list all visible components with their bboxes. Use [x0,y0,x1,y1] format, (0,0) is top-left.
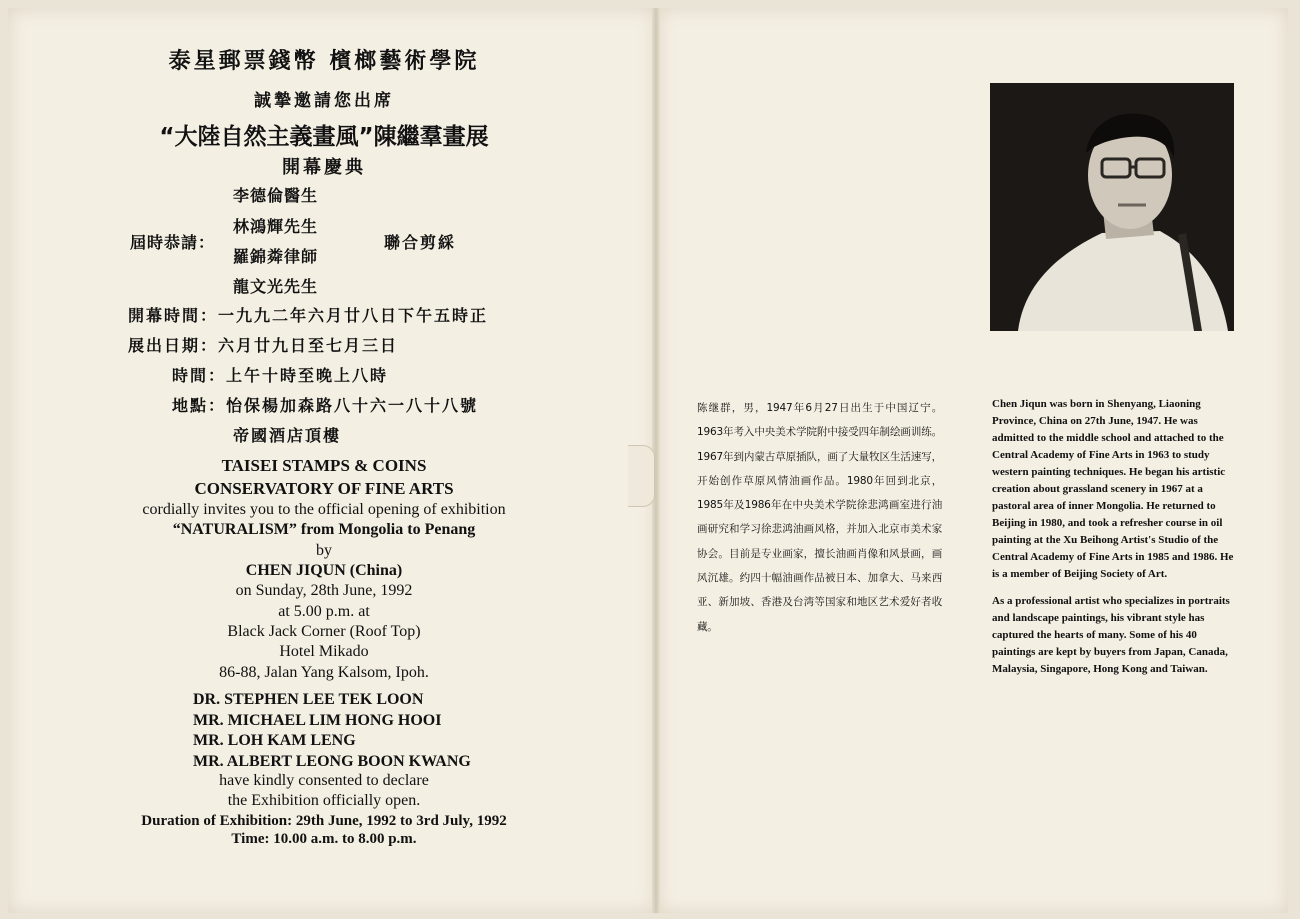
cn-ribbon: 聯合剪綵 [384,233,457,252]
en-exhibition-title: “NATURALISM” from Mongolia to Penang [172,521,476,538]
cn-exhibition-title: “大陸自然主義畫風”陳繼羣畫展 [159,124,489,150]
en-official: MR. LOH KAM LENG [193,732,356,749]
en-date: on Sunday, 28th June, 1992 [235,582,413,599]
cn-opening-time: 開幕時間：一九九二年六月廿八日下午五時正 [128,306,489,325]
en-hours: Time: 10.00 a.m. to 8.00 p.m. [231,831,417,847]
en-consent2: the Exhibition officially open. [227,792,421,809]
bio-chinese: 陈继群，男，1947年6月27日出生于中国辽宁。1963年考入中央美术学院附中接受四年制绘画训练。1967年到内蒙古草原插队，画了大量牧区生活速写，开始创作草原风情油画作品。1980年回到北京，1985年及1986年在中央美术学院徐悲鸿画室进行油画研究和学习徐悲鸿油画风格，并加入北京市美术家协会。目前是专业画家，擅长油画肖像和风景画，画风沉雄。约四十幅油画作品被日本、加拿大、马来西亚、新加坡、香港及台湾等国家和地区艺术爱好者收藏。 [697,402,942,633]
cn-officials-label: 屆時恭請： [130,233,216,252]
en-venue3: 86-88, Jalan Yang Kalsom, Ipoh. [219,664,429,681]
bio-english [992,396,1240,688]
cn-official: 龍文光先生 [233,277,319,296]
en-officials-list [193,690,471,772]
cn-hours: 時間：上午十時至晚上八時 [172,366,389,385]
cn-exhibit-dates: 展出日期：六月廿九日至七月三日 [128,336,399,355]
cn-ceremony: 開幕慶典 [282,157,366,178]
bio-english-p2: As a professional artist who specializes in portraits and landscape paintings, his vibrant style has captured the hearts of many. Some of his 40 paintings are kept by buyers from Japan, Canada, Malaysia, Singapore, Hong Kong and Taiwan. [992,595,1230,675]
en-official: MR. ALBERT LEONG BOON KWANG [193,752,471,770]
cn-venue: 地點：怡保楊加森路八十六一八十八號 [172,396,479,415]
cn-official: 李德倫醫生 [233,186,319,205]
en-official: DR. STEPHEN LEE TEK LOON [193,691,424,708]
en-time: at 5.00 p.m. at [278,603,370,620]
en-org-line2: CONSERVATORY OF FINE ARTS [194,479,454,498]
cn-official: 林鴻輝先生 [233,217,319,236]
bio-english-p1: Chen Jiqun was born in Shenyang, Liaoning Province, China on 27th June, 1947. He was admitted to the middle school and attached to the Central Academy of Fine Arts in 1963 to study western painting techniques. He began his artistic creation about grassland scenery in 1967 at a pastoral area of inner Mongolia. He returned to Beijing in 1980, and took a refresher course in oil painting at the Xu Beihong Artist's Studio of the Central Academy of Fine Arts in 1985 and 1986. He is a member of Beijing Society of Art. [992,398,1234,580]
en-consent1: have kindly consented to declare [219,772,429,789]
artist-portrait-image [990,83,1234,331]
en-official: MR. MICHAEL LIM HONG HOOI [193,711,442,729]
en-artist: CHEN JIQUN (China) [245,562,403,579]
cn-invite-line: 誠摯邀請您出席 [254,91,394,111]
en-org-line1: TAISEI STAMPS & COINS [221,456,427,475]
en-duration: Duration of Exhibition: 29th June, 1992 to 3rd July, 1992 [141,813,507,829]
en-venue1: Black Jack Corner (Roof Top) [227,623,421,640]
cn-venue-line2: 帝國酒店頂樓 [233,426,342,445]
cn-hosts: 泰星郵票錢幣 檳榔藝術學院 [168,49,480,74]
en-venue2: Hotel Mikado [279,643,369,660]
artist-photo [990,83,1234,331]
en-invite-text: cordially invites you to the official opening of exhibition [142,501,506,518]
en-by: by [316,542,332,559]
cn-official: 羅錦粦律師 [233,247,319,266]
